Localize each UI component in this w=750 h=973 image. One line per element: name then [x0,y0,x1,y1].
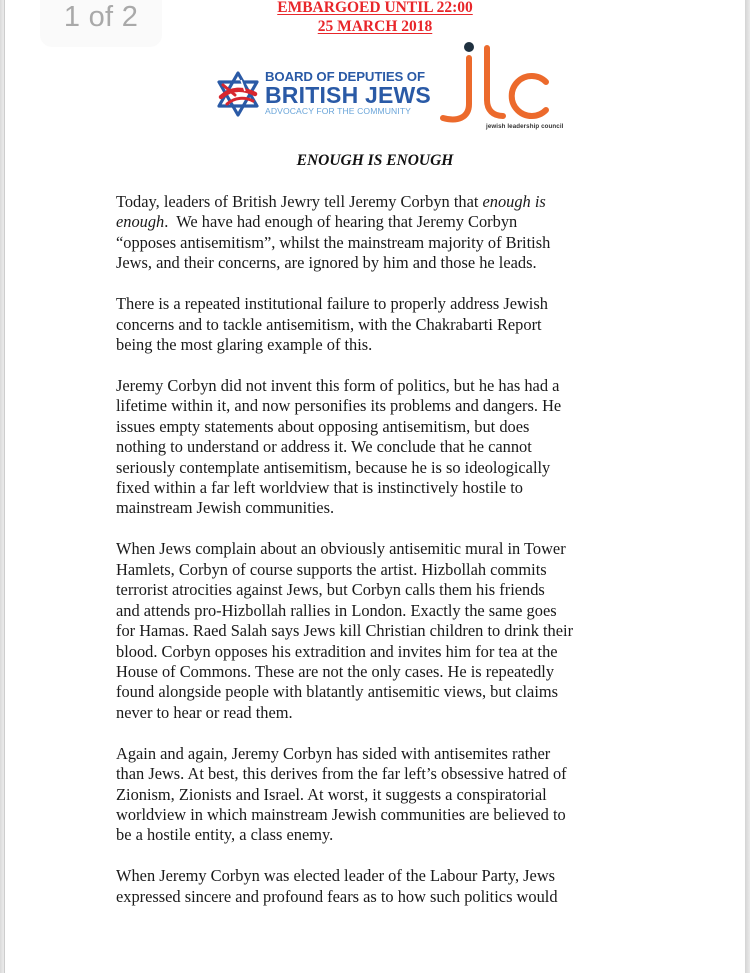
text-run: Zionism, Zionists and Israel. At worst, it suggests a conspiratorial [116,784,547,804]
text-run: and attends pro-Hizbollah rallies in London. Exactly the same goes [116,600,557,620]
text-run: worldview in which mainstream Jewish communities are believed to [116,804,566,824]
text-line [116,458,636,478]
text-run: than Jews. At best, this derives from the far left’s obsessive hatred of [116,764,567,784]
text-line [116,233,636,253]
bod-tagline: ADVOCACY FOR THE COMMUNITY [265,106,411,116]
text-run: . We have had enough of hearing that Jeremy Corbyn [164,212,518,232]
page-counter-text: 1 of 2 [63,1,139,33]
text-run: seriously contemplate antisemitism, because he is so ideologically [116,457,551,477]
paragraph [116,539,636,723]
text-line [116,805,636,825]
text-run: being the most glaring example of this. [116,335,373,355]
embargo-line-time: EMBARGOED UNTIL 22:00 [277,0,473,16]
star-union-flag-icon [215,71,261,117]
paragraph [116,294,636,355]
text-line [116,662,636,682]
text-line [116,580,636,600]
text-run: terrorist atrocities against Jews, but Corbyn calls them his friends [116,580,545,600]
text-line [116,601,636,621]
text-run: Jews, and their concerns, are ignored by him and those he leads. [116,253,537,273]
text-line [116,682,636,702]
text-run: “opposes antisemitism”, whilst the mainstream majority of British [116,232,551,252]
paragraph [116,744,636,846]
text-line [116,703,636,723]
logo-banner [215,38,564,138]
text-line [116,498,636,518]
text-run: concerns and to tackle antisemitism, with the Chakrabarti Report [116,314,542,334]
paragraph [116,192,636,274]
text-run: Again and again, Jeremy Corbyn has sided with antisemites rather [116,743,551,763]
viewer-right-edge [745,0,750,973]
text-run: found alongside people with blatantly antisemitic views, but claims [116,682,559,702]
text-run: nothing to understand or address it. We conclude that he cannot [116,437,532,457]
text-run: issues empty statements about opposing antisemitism, but does [116,416,530,436]
text-run: fixed within a far left worldview that is instinctively hostile to [116,478,523,498]
text-line [116,642,636,662]
text-line [116,253,636,273]
text-run: lifetime within it, and now personifies its problems and dangers. He [116,396,562,416]
text-run: Today, leaders of British Jewry tell Jeremy Corbyn that [116,192,483,211]
bod-name-line1: BOARD OF DEPUTIES OF [265,69,425,84]
document-body [116,192,636,928]
page-counter-badge [40,0,162,47]
text-line [116,192,636,212]
text-line [116,315,636,335]
viewer-left-edge [0,0,5,973]
text-line [116,539,636,559]
text-run: blood. Corbyn opposes his extradition and invites him for tea at the [116,641,558,661]
jlc-mark-icon [435,38,560,128]
text-run: Jeremy Corbyn did not invent this form of politics, but he has had a [116,376,560,396]
text-run: When Jews complain about an obviously antisemitic mural in Tower [116,539,566,559]
text-line [116,866,636,886]
text-run: mainstream Jewish communities. [116,498,335,518]
text-run: Hamlets, Corbyn of course supports the artist. Hizbollah commits [116,559,547,579]
text-run: for Hamas. Raed Salah says Jews kill Christian children to drink their [116,621,574,641]
embargo-notice [250,0,500,36]
text-line [116,335,636,355]
text-line [116,396,636,416]
text-line [116,417,636,437]
emphasis-text: enough [116,212,165,232]
text-line [116,825,636,845]
jlc-caption: jewish leadership council [486,123,564,130]
text-run: never to hear or read them. [116,702,293,722]
embargo-line-date: 25 MARCH 2018 [317,18,433,35]
board-of-deputies-logo [215,70,431,117]
paragraph [116,866,636,907]
text-line [116,437,636,457]
text-run: House of Commons. These are not the only cases. He is repeatedly [116,661,555,681]
text-run: There is a repeated institutional failure to properly address Jewish [116,294,548,314]
bod-name-line2: BRITISH JEWS [265,82,431,108]
document-title: ENOUGH IS ENOUGH [296,152,454,169]
text-run: When Jeremy Corbyn was elected leader of the Labour Party, Jews [116,866,556,886]
jlc-logo [435,38,564,138]
text-line [116,621,636,641]
text-line [116,376,636,396]
text-line [116,785,636,805]
emphasis-text: enough is [482,192,546,211]
text-run: expressed sincere and profound fears as to how such politics would [116,886,558,906]
text-line [116,294,636,314]
board-of-deputies-wordmark [265,70,431,117]
text-line [116,764,636,784]
text-run: be a hostile entity, a class enemy. [116,825,334,845]
text-line [116,478,636,498]
text-line [116,887,636,907]
paragraph [116,376,636,519]
text-line [116,744,636,764]
text-line [116,212,636,232]
text-line [116,560,636,580]
